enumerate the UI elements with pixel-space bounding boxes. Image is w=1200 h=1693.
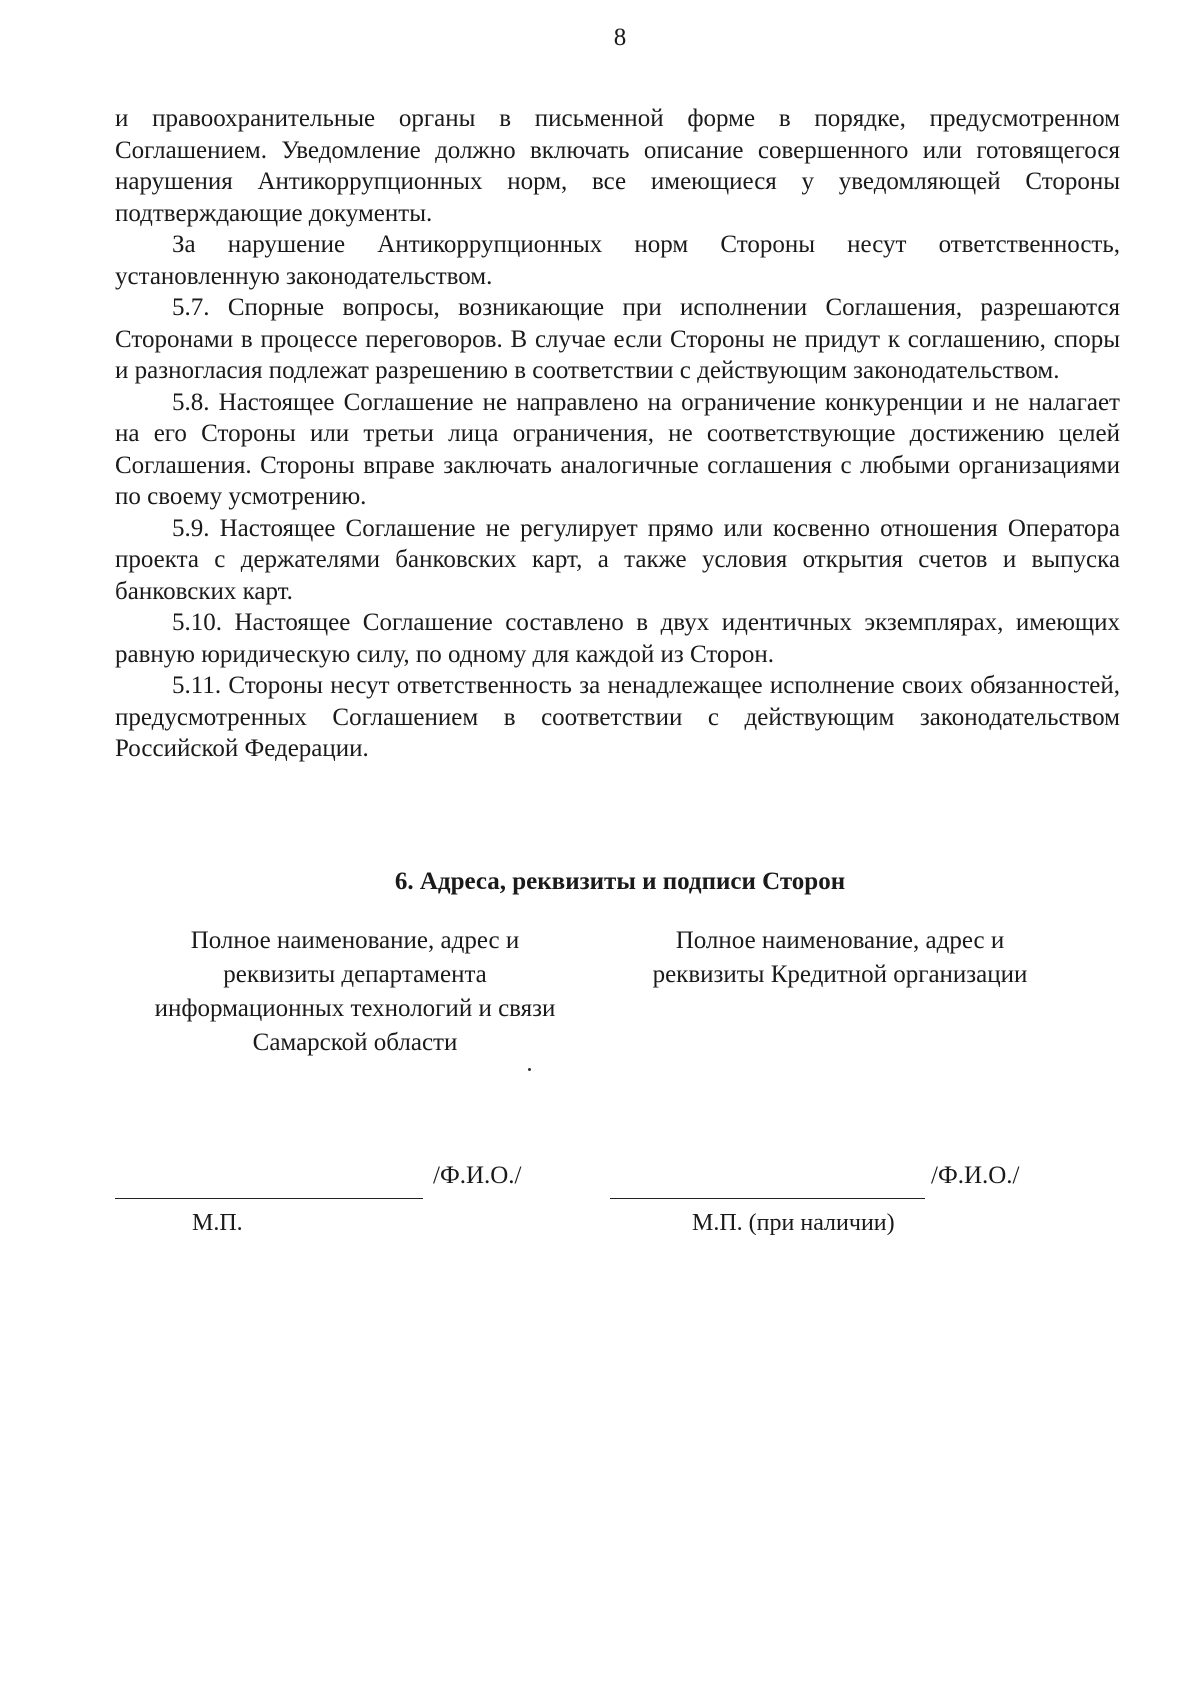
left-signature-line [115, 1198, 423, 1199]
right-signature-line [610, 1198, 925, 1199]
paragraph-liability: За нарушение Антикоррупционных норм Стороны несут ответственность, установленную законодательством. [115, 231, 1120, 290]
right-party-line: Полное наименование, адрес и [675, 927, 1005, 954]
paragraph-5-7: 5.7. Спорные вопросы, возникающие при исполнении Соглашения, разрешаются Сторонами в процессе переговоров. В случае если Стороны не придут к соглашению, споры и разногласия подлежат разрешению в соответствии с действующим законодательством. [115, 294, 1120, 384]
agreement-body [115, 103, 1120, 765]
paragraph-5-11: 5.11. Стороны несут ответственность за ненадлежащее исполнение своих обязанностей, предусмотренных Соглашением в соответствии с действующим законодательством Российской Федерации. [115, 672, 1120, 762]
paragraph-5-9: 5.9. Настоящее Соглашение не регулирует прямо или косвенно отношения Оператора проекта с держателями банковских карт, а также условия открытия счетов и выпуска банковских карт. [115, 514, 1120, 605]
right-party-line: реквизиты Кредитной организации [652, 961, 1028, 988]
left-party-line: Полное наименование, адрес и [190, 927, 520, 954]
left-party-line: Самарской области [252, 1029, 458, 1056]
paragraph-notification: и правоохранительные органы в письменной форме в порядке, предусмотренном Соглашением. Уведомление должно включать описание совершенного или готовящегося нарушения Антикоррупционных норм, все имеющиеся у уведомляющей Стороны подтверждающие документы. [115, 105, 1120, 227]
left-party-line: реквизиты департамента [223, 961, 487, 988]
left-party-line: информационных технологий и связи [154, 995, 556, 1022]
paragraph-5-10: 5.10. Настоящее Соглашение составлено в двух идентичных экземплярах, имеющих равную юридическую силу, по одному для каждой из Сторон. [115, 609, 1120, 668]
left-stamp-label: М.П. [192, 1210, 243, 1236]
section-title: 6. Адреса, реквизиты и подписи Сторон [394, 868, 846, 895]
right-fio-label: /Ф.И.О./ [931, 1162, 1020, 1189]
page-number: 8 [613, 24, 627, 51]
right-party-details [610, 924, 1070, 992]
stray-dot [528, 1068, 531, 1071]
left-party-details [115, 924, 595, 1060]
paragraph-5-8: 5.8. Настоящее Соглашение не направлено на ограничение конкуренции и не налагает на его Стороны или третьи лица ограничения, не соответствующие достижению целей Соглашения. Стороны вправе заключать аналогичные соглашения с любыми организациями по своему усмотрению. [115, 388, 1120, 510]
right-stamp-label: М.П. (при наличии) [692, 1210, 895, 1236]
left-fio-label: /Ф.И.О./ [433, 1162, 522, 1189]
